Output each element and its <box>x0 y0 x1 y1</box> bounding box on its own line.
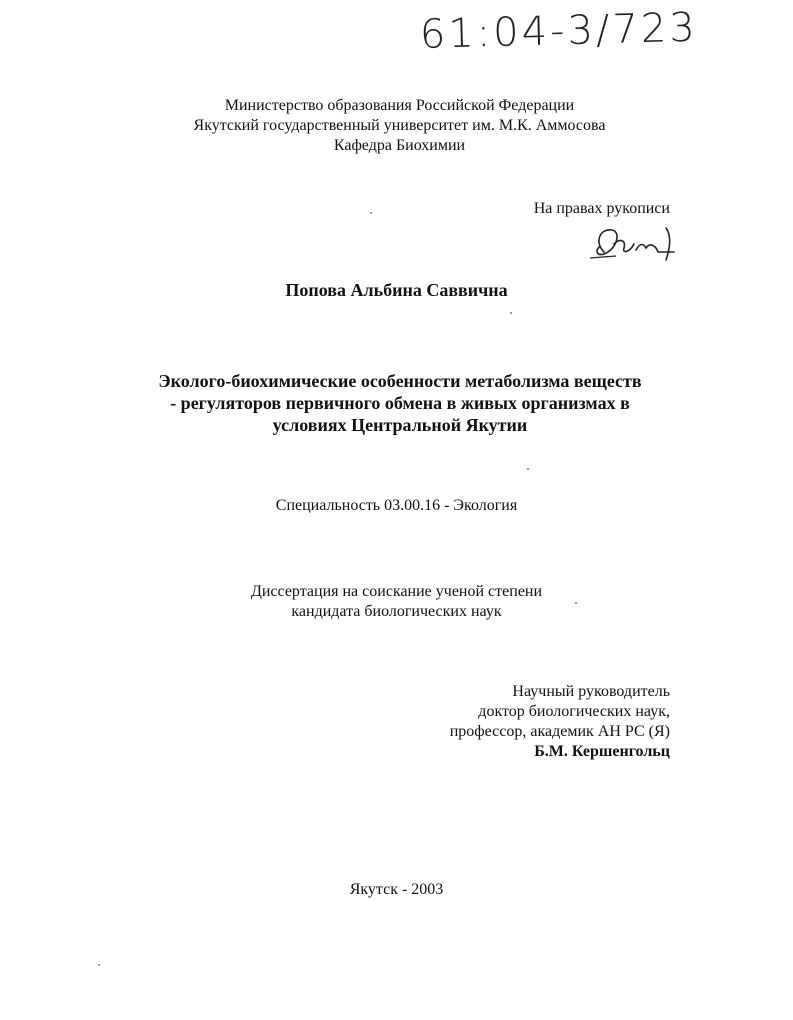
degree-line-1: Диссертация на соискание ученой степени <box>250 583 543 600</box>
degree-line-2: кандидата биологических наук <box>291 603 502 620</box>
scan-speck <box>510 312 512 314</box>
city-year: Якутск - 2003 <box>349 881 444 898</box>
dissertation-title <box>50 370 750 436</box>
title-line: условиях Центральной Якутии <box>272 415 528 435</box>
scan-speck <box>370 212 372 214</box>
department-name: Кафедра Биохимии <box>333 137 466 154</box>
author-name: Попова Альбина Саввична <box>285 280 508 300</box>
specialty: Специальность 03.00.16 - Экология <box>275 497 518 514</box>
title-line: Эколого-биохимические особенности метаболизма веществ <box>158 371 642 391</box>
supervisor-title: профессор, академик АН РС (Я) <box>449 723 670 740</box>
degree-statement <box>0 582 793 622</box>
supervisor-degree: доктор биологических наук, <box>478 703 670 720</box>
ministry-name: Министерство образования Российской Федерации <box>224 97 575 114</box>
rights-note: На правах рукописи <box>533 200 670 217</box>
supervisor-role: Научный руководитель <box>512 683 670 700</box>
signature <box>586 222 676 264</box>
supervisor-block <box>370 682 670 762</box>
scan-speck <box>575 602 577 604</box>
archive-number: 61:04-3/723 <box>419 4 699 58</box>
supervisor-name: Б.М. Кершенгольц <box>534 743 670 760</box>
organization-header <box>0 96 793 156</box>
scan-speck <box>527 468 529 470</box>
title-line: - регуляторов первичного обмена в живых организмах в <box>170 393 630 413</box>
university-name: Якутский государственный университет им. М.К. Аммосова <box>193 117 606 134</box>
scan-speck <box>98 964 100 966</box>
